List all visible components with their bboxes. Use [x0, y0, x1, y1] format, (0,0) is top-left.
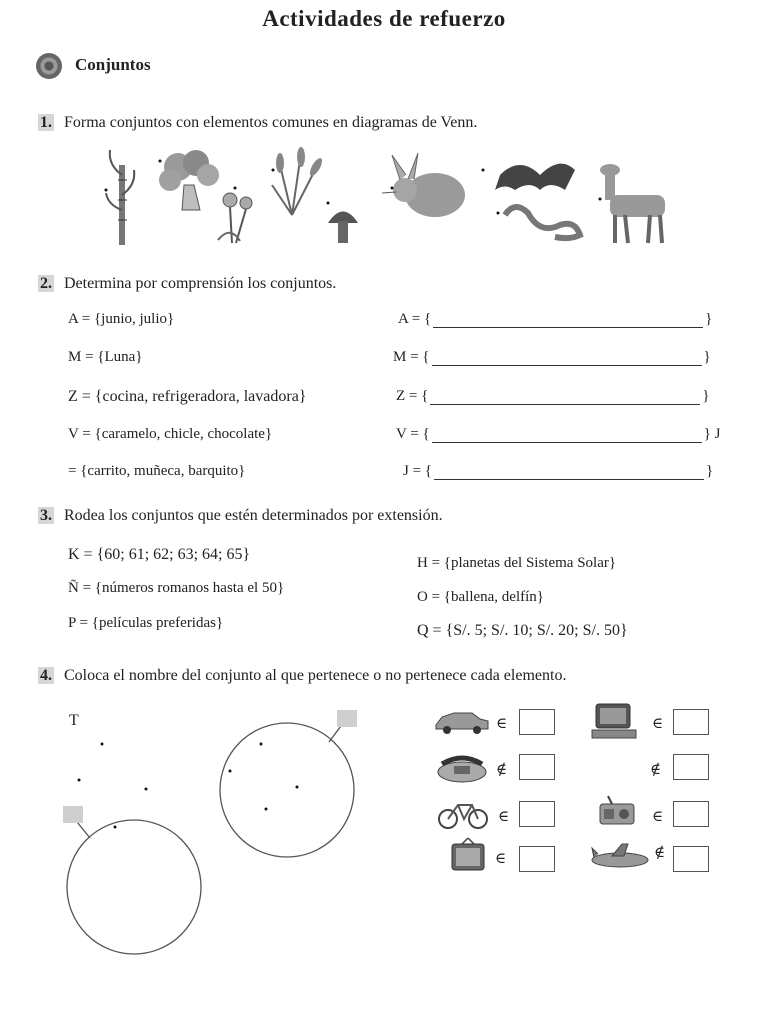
answer-blank[interactable]: [430, 390, 700, 405]
q1-illustrations: [100, 145, 680, 255]
telephone-icon: [436, 752, 491, 784]
set-o[interactable]: O = {ballena, delfín}: [417, 589, 544, 605]
sugarcane-icon: [106, 150, 134, 245]
question-1: [38, 114, 477, 132]
set-name-box[interactable]: [63, 806, 83, 823]
answer-row-m: M = { }: [393, 349, 711, 365]
answer-box[interactable]: [673, 801, 709, 827]
broccoli-icon: [159, 150, 219, 210]
answer-box[interactable]: [673, 846, 709, 872]
question-number: 2.: [40, 275, 52, 292]
question-3: [38, 507, 443, 525]
set-q[interactable]: Q = {S/. 5; S/. 10; S/. 20; S/. 50}: [417, 622, 628, 639]
membership-symbol: ∉: [650, 762, 662, 778]
question-4: [38, 667, 566, 685]
answer-blank[interactable]: [432, 428, 702, 443]
membership-symbol: ∉: [654, 845, 666, 861]
section-bullet-icon: [36, 53, 62, 79]
set-label-t: T: [69, 712, 79, 729]
mushroom-icon: [328, 212, 358, 244]
question-number: 1.: [40, 114, 52, 131]
membership-symbol: ∈: [652, 716, 664, 732]
section-heading: Conjuntos: [75, 55, 151, 74]
set-n[interactable]: Ñ = {números romanos hasta el 50}: [68, 580, 285, 596]
question-text: Coloca el nombre del conjunto al que pertenece o no pertenece cada elemento.: [64, 667, 567, 684]
answer-blank[interactable]: [434, 465, 704, 480]
answer-row-z: Z = { }: [396, 388, 710, 404]
television-icon: [448, 836, 488, 876]
set-definition-z: Z = {cocina, refrigeradora, lavadora}: [68, 388, 307, 405]
wheat-icon: [272, 147, 324, 215]
radio-icon: [598, 794, 638, 828]
answer-row-a: A = { }: [398, 311, 713, 327]
set-definition-m: M = {Luna}: [68, 349, 143, 365]
snake-icon: [505, 207, 580, 238]
answer-box[interactable]: [673, 709, 709, 735]
membership-symbol: ∈: [496, 716, 508, 732]
answer-row-v: V = { } J: [396, 426, 721, 442]
membership-symbol: ∉: [496, 762, 508, 778]
answer-box[interactable]: [519, 801, 555, 827]
car-icon: [432, 705, 492, 735]
answer-box[interactable]: [519, 709, 555, 735]
venn-diagram: [40, 700, 380, 970]
answer-blank[interactable]: [433, 313, 703, 328]
set-definition-a: A = {junio, julio}: [68, 311, 175, 327]
flowers-icon: [218, 193, 252, 243]
question-text: Forma conjuntos con elementos comunes en diagramas de Venn.: [64, 114, 478, 131]
answer-row-j: J = { }: [403, 463, 714, 479]
bicycle-icon: [436, 795, 491, 831]
airplane-icon: [590, 840, 650, 876]
answer-box[interactable]: [673, 754, 709, 780]
membership-symbol: ∈: [498, 809, 510, 825]
membership-symbol: ∈: [652, 809, 664, 825]
question-2: [38, 275, 336, 293]
set-p[interactable]: P = {películas preferidas}: [68, 615, 224, 631]
page-title: Actividades de refuerzo: [262, 6, 506, 31]
set-definition-j: = {carrito, muñeca, barquito}: [68, 463, 246, 479]
question-text: Rodea los conjuntos que estén determinados por extensión.: [64, 507, 443, 524]
question-number: 4.: [40, 667, 52, 684]
bat-icon: [495, 164, 575, 190]
set-h[interactable]: H = {planetas del Sistema Solar}: [417, 555, 617, 571]
computer-icon: [590, 702, 640, 742]
set-definition-v: V = {caramelo, chicle, chocolate}: [68, 426, 273, 442]
set-k[interactable]: K = {60; 61; 62; 63; 64; 65}: [68, 546, 251, 563]
llama-icon: [600, 164, 665, 243]
question-number: 3.: [40, 507, 52, 524]
answer-blank[interactable]: [432, 351, 702, 366]
answer-box[interactable]: [519, 754, 555, 780]
question-text: Determina por comprensión los conjuntos.: [64, 275, 337, 292]
answer-box[interactable]: [519, 846, 555, 872]
set-name-box[interactable]: [337, 710, 357, 727]
membership-symbol: ∈: [495, 851, 507, 867]
rabbit-icon: [382, 153, 465, 217]
